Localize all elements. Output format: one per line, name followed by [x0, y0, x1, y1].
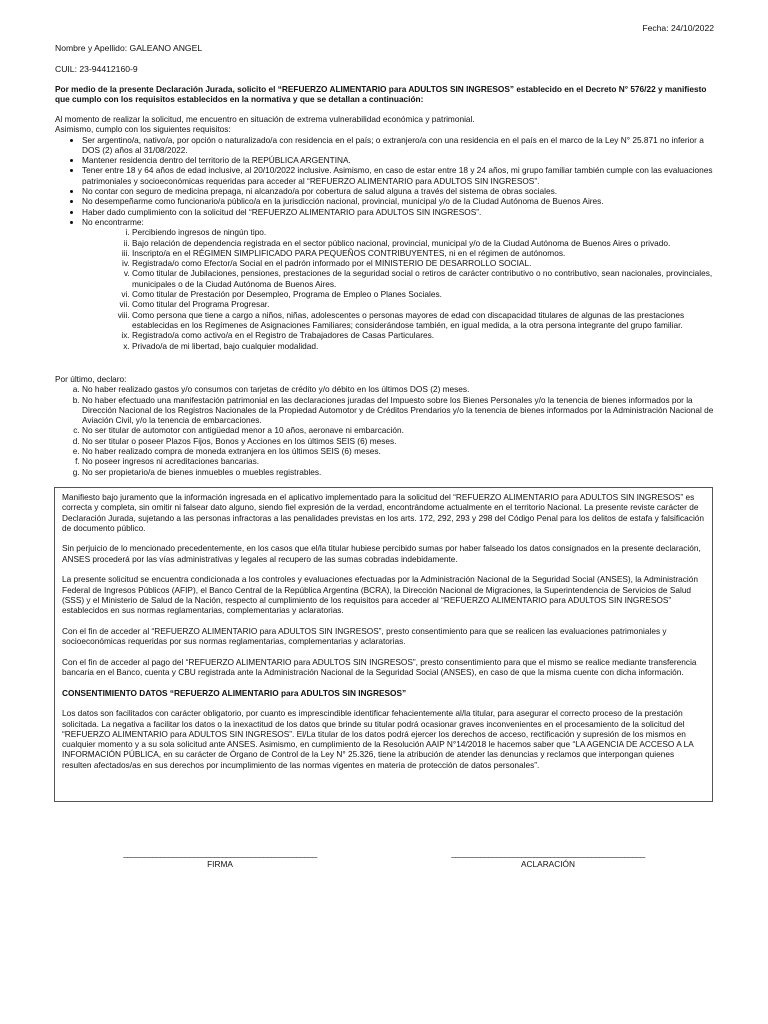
- not-found-item: vi. Como titular de Prestación por Desempleo, Programa de Empleo o Planes Sociales.: [132, 289, 717, 299]
- full-name: Nombre y Apellido: GALEANO ANGEL: [55, 43, 203, 53]
- final-intro: Por último, declaro:: [55, 374, 127, 384]
- cuil: CUIL: 23-94412160-9: [55, 64, 138, 74]
- not-found-item: iv. Registrada/o como Efector/a Social en el padrón informado por el MINISTERIO DE DESARROLLO SOCIAL.: [132, 258, 717, 268]
- intro-statement: Por medio de la presente Declaración Jurada, solicito el “REFUERZO ALIMENTARIO para ADULTOS SIN INGRESOS” establecido en el Decreto N° 576/22 y manifiesto que cumplo con los requisitos establecidos en la normativa y que se detallan a continuación:: [55, 84, 707, 105]
- evaluation-consent-paragraph: Con el fin de acceder al “REFUERZO ALIMENTARIO para ADULTOS SIN INGRESOS”, presto consentimiento para que se realicen las evaluaciones patrimoniales y socioeconómicas requeridas por sus normas reglamentarias, complementarias y aclaratorias.: [62, 625, 667, 647]
- not-found-item: ix. Registrado/a como activo/a en el Registro de Trabajadores de Casas Particulares.: [132, 330, 717, 340]
- requirement-item: • Tener entre 18 y 64 años de edad inclusive, al 20/10/2022 inclusive. Asimismo, en caso de estar entre 18 y 24 años, mi grupo familiar también cumple con las evaluaciones patrimoniales y socioeconómicas requeridas para acceder al “REFUERZO ALIMENTARIO para ADULTOS SIN INGRESOS”.: [82, 165, 717, 186]
- controls-paragraph: La presente solicitud se encuentra condicionada a los controles y evaluaciones efectuadas por la Administración Nacional de la Seguridad Social (ANSES), la Administración Federal de Ingresos Públicos (AFIP), el Banco Central de la República Argentina (BCRA), la Dirección Nacional de Migraciones, la Superintendencia de Servicios de Salud (SSS) y el Ministerio de Salud de la Nación, respecto al cumplimiento de los requisitos para acceder al “REFUERZO ALIMENTARIO para ADULTOS SIN INGRESOS” establecidos en sus normas reglamentarias, complementarias y aclaratorias.: [62, 574, 698, 616]
- final-item: b. No haber efectuado una manifestación patrimonial en las declaraciones juradas del Impuesto sobre los Bienes Personales y/o la tenencia de bienes informados por la Dirección Nacional de los Registros Nacionales de la Propiedad Automotor y de Créditos Prendarios y/o la tenencia de bienes informados por la Administración Nacional de Aviación Civil, y/o la tenencia de embarcaciones.: [82, 395, 717, 426]
- signature-line: _______________________________________________: [123, 848, 317, 858]
- not-found-item: ii. Bajo relación de dependencia registrada en el sector público nacional, provincial, municipal y/o de la Ciudad Autónoma de Buenos Aires o privado.: [132, 238, 717, 248]
- requirements-intro: Asimismo, cumplo con los siguientes requisitos:: [55, 124, 231, 135]
- not-found-item: x. Privado/a de mi libertad, bajo cualquier modalidad.: [132, 341, 717, 351]
- signature-label: FIRMA: [207, 859, 233, 869]
- requirement-item: [82, 217, 717, 351]
- payment-consent-paragraph: Con el fin de acceder al pago del “REFUERZO ALIMENTARIO para ADULTOS SIN INGRESOS”, presto consentimiento para que el mismo se realice mediante transferencia bancaria en el Banco, cuenta y CBU registrada ante la Administración Nacional de la Seguridad Social (ANSES), en caso de que la misma cuente con dicha información.: [62, 656, 697, 678]
- sworn-statement-box: [54, 487, 713, 802]
- data-consent-paragraph: Los datos son facilitados con carácter obligatorio, por cuanto es imprescindible identificar fehacientemente al/la titular, para asegurar el correcto proceso de la prestación solicitada. La negativa a facilitar los datos o la inexactitud de los datos que brinde su titular podrá ocasionar graves inconvenientes en el procesamiento de la solicitud del “REFUERZO ALIMENTARIO para ADULTOS SIN INGRESOS”. El/La titular de los datos podrá ejercer los derechos de acceso, rectificación y supresión de los mismos en cualquier momento y a su sola solicitud ante ANSES. Asimismo, en cumplimiento de la Resolución AAIP N°14/2018 le hacemos saber que “LA AGENCIA DE ACCESO A LA INFORMACIÓN PÚBLICA, en su carácter de Órgano de Control de la Ley N° 25.326, tiene la atribución de atender las denuncias y reclamos que interpongan quienes resulten afectados/as en sus derechos por incumplimiento de las normas vigentes en materia de protección de datos personales”.: [62, 708, 694, 770]
- not-found-item: v. Como titular de Jubilaciones, pensiones, prestaciones de la seguridad social o retiros de carácter contributivo o no contributivo, sean nacionales, provinciales, municipales o de la Ciudad Autónoma de Buenos Aires.: [132, 268, 717, 289]
- requirement-item: • No contar con seguro de medicina prepaga, ni alcanzado/a por cobertura de salud alguna a través del sistema de obras sociales.: [82, 186, 717, 196]
- signature-block: [95, 848, 345, 869]
- clarification-block: [423, 848, 673, 869]
- requirement-item: • No desempeñarme como funcionario/a público/a en la jurisdicción nacional, provincial, municipal y/o de la Ciudad Autónoma de Buenos Aires.: [82, 196, 717, 206]
- requirement-item: • Haber dado cumplimiento con la solicitud del “REFUERZO ALIMENTARIO para ADULTOS SIN INGRESOS”.: [82, 207, 717, 217]
- final-declarations: [55, 374, 717, 477]
- recovery-paragraph: Sin perjuicio de lo mencionado precedentemente, en los casos que el/la titular hubiese percibido sumas por haber falseado los datos consignados en la presente declaración, ANSES procederá por las vías administrativas y legales al recupero de las sumas cobradas indebidamente.: [62, 543, 701, 564]
- requirement-item: • Ser argentino/a, nativo/a, por opción o naturalizado/a con residencia en el país; o extranjero/a con una residencia en el país en el marco de la Ley N° 25.871 no inferior a DOS (2) años al 31/08/2022.: [82, 135, 717, 156]
- final-item: e. No haber realizado compra de moneda extranjera en los últimos SEIS (6) meses.: [82, 446, 717, 456]
- final-item: g. No ser propietario/a de bienes inmuebles o muebles registrables.: [82, 467, 717, 477]
- final-item: a. No haber realizado gastos y/o consumos con tarjetas de crédito y/o débito en los últimos DOS (2) meses.: [82, 384, 717, 394]
- not-found-list: [82, 227, 717, 351]
- final-item: d. No ser titular o poseer Plazos Fijos, Bonos y Acciones en los últimos SEIS (6) meses.: [82, 436, 717, 446]
- final-list: [55, 384, 717, 477]
- not-found-item: i. Percibiendo ingresos de ningún tipo.: [132, 227, 717, 237]
- vulnerability-statement: Al momento de realizar la solicitud, me encuentro en situación de extrema vulnerabilidad económica y patrimonial.: [55, 114, 475, 124]
- clarification-label: ACLARACIÓN: [521, 859, 575, 869]
- not-found-item: viii. Como persona que tiene a cargo a niños, niñas, adolescentes o personas mayores de edad con discapacidad titulares de algunas de las prestaciones establecidas en los Regímenes de Asignaciones Familiares; considerándose también, en igual medida, a la otra persona integrante del grupo familiar.: [132, 310, 717, 331]
- not-found-item: iii. Inscripto/a en el RÉGIMEN SIMPLIFICADO PARA PEQUEÑOS CONTRIBUYENTES, ni en el régimen de autónomos.: [132, 248, 717, 258]
- data-consent-title: CONSENTIMIENTO DATOS “REFUERZO ALIMENTARIO para ADULTOS SIN INGRESOS”: [62, 687, 407, 698]
- final-item: f. No poseer ingresos ni acreditaciones bancarias.: [82, 456, 717, 466]
- sworn-paragraph: Manifiesto bajo juramento que la información ingresada en el aplicativo implementado para la solicitud del “REFUERZO ALIMENTARIO para ADULTOS SIN INGRESOS” es correcta y completa, sin omitir ni falsear dato alguno, siendo fiel expresión de la verdad, encontrándome actualmente en el territorio Nacional. La presente reviste carácter de Declaración Jurada, sujetando a las personas infractoras a las penalidades previstas en los arts. 172, 292, 293 y 298 del Código Penal para los delitos de estafa y falsificación de documento público.: [62, 492, 705, 533]
- requirements-section: [55, 114, 717, 351]
- final-item: c. No ser titular de automotor con antigüedad menor a 10 años, aeronave ni embarcación.: [82, 425, 717, 435]
- requirements-list: [55, 135, 717, 351]
- clarification-line: _______________________________________________: [451, 848, 645, 858]
- requirement-item-label: No encontrarme:: [82, 216, 144, 227]
- not-found-item: vii. Como titular del Programa Progresar.: [132, 299, 717, 309]
- requirement-item: • Mantener residencia dentro del territorio de la REPÚBLICA ARGENTINA.: [82, 155, 717, 165]
- date: Fecha: 24/10/2022: [642, 23, 714, 33]
